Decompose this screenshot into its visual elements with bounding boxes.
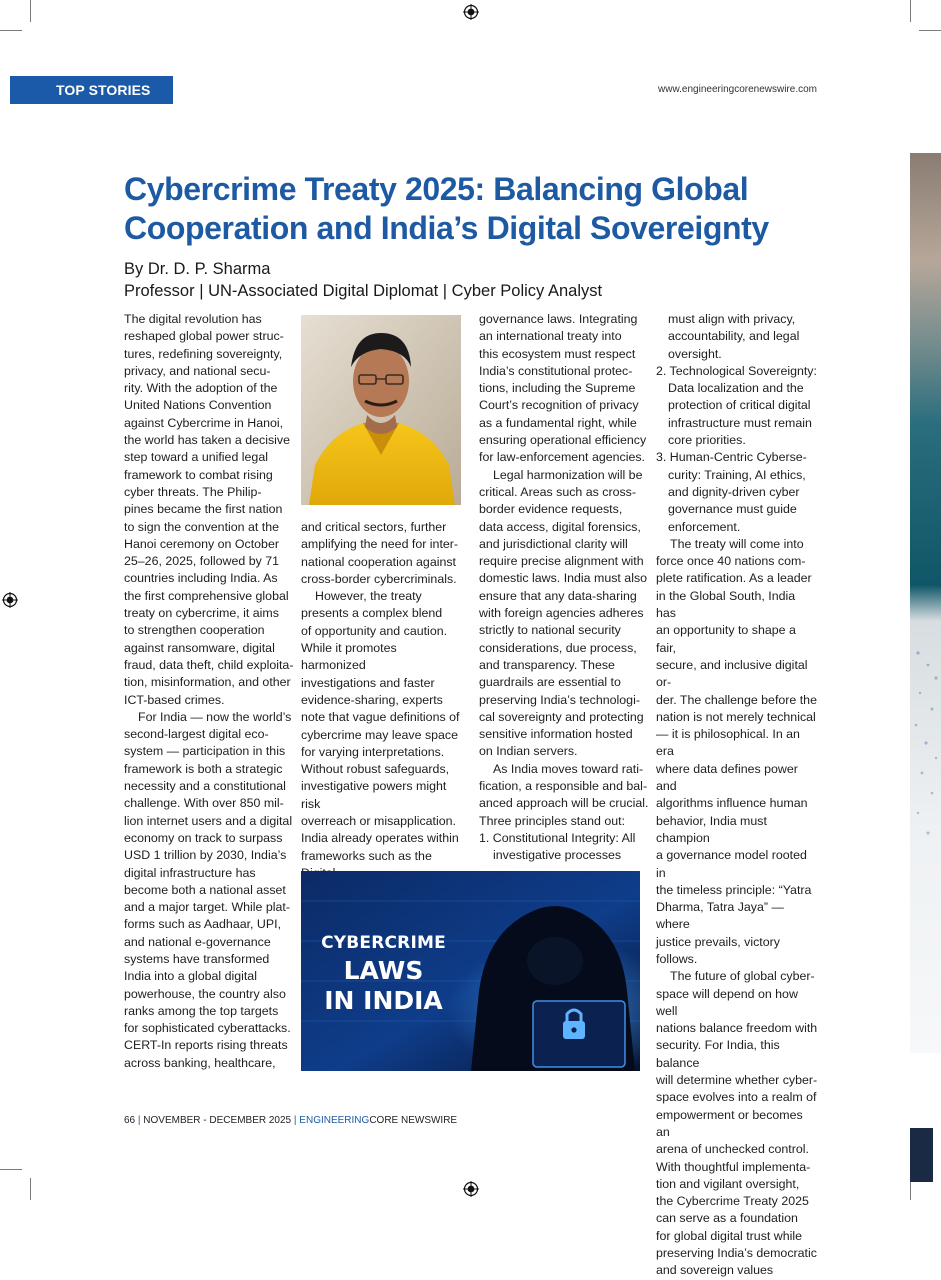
crop-mark: [0, 1169, 22, 1170]
text-line: step toward a unified legal: [124, 450, 268, 465]
page-footer: [124, 1115, 457, 1126]
text-line: algorithms influence human: [656, 796, 808, 811]
text-line: tures, redefining sovereignty,: [124, 346, 283, 361]
text-line: a governance model rooted in: [656, 848, 807, 880]
text-line: ensuring operational efficiency: [479, 433, 647, 448]
text-line: national cooperation against: [301, 554, 456, 569]
text-line: fraud, data theft, child exploita-: [124, 657, 294, 672]
text-line: strictly to national security: [479, 623, 621, 638]
footer-separator: |: [293, 1115, 297, 1126]
registration-mark-icon: [463, 1181, 479, 1197]
text-line: curity: Training, AI ethics,: [668, 467, 806, 482]
text-line: where data defines power and: [656, 761, 798, 794]
text-line: As India moves toward rati-: [493, 761, 644, 776]
text-line: — it is philosophical. In an era: [656, 727, 800, 759]
text-line: border evidence requests,: [479, 502, 623, 517]
article-column-4: [656, 311, 818, 1280]
text-line: Legal harmonization will be: [493, 467, 643, 482]
text-line: cal sovereignty and protecting: [479, 709, 644, 724]
text-line: reshaped global power struc-: [124, 329, 284, 344]
text-line: rity. With the adoption of the: [124, 381, 278, 396]
text-line: become both a national asset: [124, 882, 286, 897]
text-line: guardrails are essential to: [479, 675, 621, 690]
text-line: and a major target. While plat-: [124, 900, 290, 915]
text-line: arena of unchecked control.: [656, 1142, 809, 1157]
text-line: CERT-In reports rising threats: [124, 1038, 288, 1053]
footer-separator: |: [137, 1115, 141, 1126]
text-line: The treaty will come into: [670, 536, 804, 551]
text-line: oversight.: [668, 346, 722, 361]
text-line: and jurisdictional clarity will: [479, 536, 628, 551]
registration-mark-icon: [463, 4, 479, 20]
text-line: With thoughtful implementa-: [656, 1159, 811, 1174]
text-line: accountability, and legal: [668, 329, 800, 344]
article-column-3: [479, 311, 649, 865]
text-line: empowerment or becomes an: [656, 1107, 803, 1139]
text-line: India into a global digital: [124, 969, 257, 984]
text-line: 2. Technological Sovereignty:: [656, 363, 817, 378]
text-line: While it promotes harmonized: [301, 641, 397, 673]
text-line: space will depend on how well: [656, 986, 798, 1018]
text-line: preserving India’s democratic: [656, 1246, 817, 1261]
text-line: framework is both a strategic: [124, 761, 283, 776]
crop-mark: [919, 30, 941, 31]
text-line: Without robust safeguards,: [301, 762, 450, 777]
text-line: der. The challenge before the: [656, 692, 817, 707]
text-line: governance laws. Integrating: [479, 312, 638, 326]
text-line: critical. Areas such as cross-: [479, 484, 636, 499]
text-line: the first comprehensive global: [124, 588, 289, 603]
text-line: as a fundamental right, while: [479, 415, 637, 430]
author-name: By Dr. D. P. Sharma: [124, 260, 271, 278]
text-line: 1. Constitutional Integrity: All: [479, 830, 636, 845]
text-line: ranks among the top targets: [124, 1003, 279, 1018]
byline: [124, 258, 602, 302]
text-line: can serve as a foundation: [656, 1211, 798, 1226]
text-line: presents a complex blend: [301, 606, 443, 621]
text-line: space evolves into a realm of: [656, 1090, 817, 1105]
text-line: anced approach will be crucial.: [479, 796, 649, 811]
text-line: Hanoi ceremony on October: [124, 536, 279, 551]
text-line: However, the treaty: [315, 589, 422, 604]
text-line: Three principles stand out:: [479, 813, 626, 828]
text-line: USD 1 trillion by 2030, India’s: [124, 848, 287, 863]
text-line: digital infrastructure has: [124, 865, 256, 880]
text-line: and sovereign values: [656, 1263, 774, 1278]
text-line: against Cybercrime in Hanoi,: [124, 415, 284, 430]
text-line: considerations, due process,: [479, 640, 637, 655]
text-line: the world has taken a decisive: [124, 433, 290, 448]
text-line: and critical sectors, further: [301, 520, 447, 534]
text-line: the Cybercrime Treaty 2025: [656, 1194, 809, 1209]
text-line: behavior, India must champion: [656, 813, 767, 845]
text-line: tion, misinformation, and other: [124, 675, 291, 690]
text-line: of opportunity and caution.: [301, 623, 448, 638]
text-line: plete ratification. As a leader: [656, 571, 812, 586]
text-line: for law-enforcement agencies.: [479, 450, 645, 465]
text-line: in the Global South, India has: [656, 588, 796, 621]
text-line: infrastructure must remain: [668, 415, 812, 430]
crop-mark: [30, 1178, 31, 1200]
website-url: www.engineeringcorenewswire.com: [658, 84, 817, 95]
text-line: For India — now the world’s: [138, 709, 292, 724]
text-line: ICT-based crimes.: [124, 692, 225, 707]
text-line: The future of global cyber-: [670, 969, 815, 984]
banner-line: IN INDIA: [324, 986, 443, 1015]
text-line: amplifying the need for inter-: [301, 537, 459, 552]
text-line: an opportunity to shape a fair,: [656, 623, 796, 655]
text-line: framework to combat rising: [124, 467, 273, 482]
text-line: the timeless principle: “Yatra: [656, 882, 812, 897]
text-line: sensitive information hosted: [479, 727, 633, 742]
issue-date: NOVEMBER - DECEMBER 2025: [143, 1115, 292, 1126]
text-line: an international treaty into: [479, 329, 622, 344]
text-line: evidence-sharing, experts: [301, 692, 443, 707]
text-line: 3. Human-Centric Cyberse-: [656, 450, 807, 465]
text-line: data access, digital forensics,: [479, 519, 641, 534]
crop-mark: [910, 0, 911, 22]
text-line: and national e-governance: [124, 934, 271, 949]
title-line: Cybercrime Treaty 2025: Balancing Global: [124, 171, 749, 207]
text-line: core priorities.: [668, 433, 746, 448]
page-number: 66: [124, 1115, 136, 1126]
publication-name-part: CORE NEWSWIRE: [369, 1115, 458, 1126]
cybercrime-banner-image: [301, 871, 640, 1071]
text-line: nation is not merely technical: [656, 709, 816, 724]
text-line: preserving India’s technologi-: [479, 692, 640, 707]
text-line: to strengthen cooperation: [124, 623, 265, 638]
text-line: powerhouse, the country also: [124, 986, 286, 1001]
text-line: investigations and faster: [301, 675, 435, 690]
text-line: for global digital trust while: [656, 1228, 803, 1243]
text-line: for sophisticated cyberattacks.: [124, 1021, 291, 1036]
text-line: with foreign agencies adheres: [479, 606, 644, 621]
text-line: cross-border cybercriminals.: [301, 571, 457, 586]
text-line: Court’s recognition of privacy: [479, 398, 639, 413]
text-line: India already operates within: [301, 831, 459, 846]
text-line: against ransomware, digital: [124, 640, 275, 655]
author-roles: Professor | UN-Associated Digital Diplomat | Cyber Policy Analyst: [124, 282, 603, 300]
author-photo: [301, 315, 461, 505]
text-line: nations balance freedom with: [656, 1021, 818, 1036]
text-line: note that vague definitions of: [301, 710, 460, 725]
edge-image-strip: [910, 153, 941, 1053]
text-line: forms such as Aadhaar, UPI,: [124, 917, 282, 932]
text-line: challenge. With over 850 mil-: [124, 796, 284, 811]
text-line: The digital revolution has: [124, 312, 262, 326]
text-line: must align with privacy,: [668, 312, 796, 326]
text-line: Dharma, Tatra Jaya” — where: [656, 900, 784, 932]
text-line: this ecosystem must respect: [479, 346, 636, 361]
text-line: United Nations Convention: [124, 398, 272, 413]
text-line: overreach or misapplication.: [301, 814, 456, 829]
text-line: 25–26, 2025, followed by 71: [124, 554, 280, 569]
text-line: investigative processes: [493, 848, 622, 863]
text-line: protection of critical digital: [668, 398, 811, 413]
crop-mark: [0, 30, 22, 31]
text-line: require precise alignment with: [479, 554, 644, 569]
text-line: India’s constitutional protec-: [479, 363, 633, 378]
text-line: and dignity-driven cyber: [668, 484, 800, 499]
text-line: will determine whether cyber-: [656, 1073, 818, 1088]
publication-name: [299, 1115, 457, 1126]
banner-line: LAWS: [343, 956, 424, 985]
text-line: enforcement.: [668, 519, 741, 534]
text-line: cyber threats. The Philip-: [124, 484, 262, 499]
text-line: to sign the convention at the: [124, 519, 279, 534]
article-column-2: [301, 519, 463, 917]
crop-mark: [30, 0, 31, 22]
text-line: treaty on cybercrime, it aims: [124, 606, 279, 621]
text-line: governance must guide: [668, 502, 797, 517]
text-line: on Indian servers.: [479, 744, 578, 759]
text-line: system — participation in this: [124, 744, 286, 759]
text-line: countries including India. As: [124, 571, 278, 586]
text-line: across banking, healthcare,: [124, 1055, 276, 1070]
text-line: systems have transformed: [124, 951, 270, 966]
banner-line: CYBERCRIME: [321, 933, 446, 953]
text-line: lion internet users and a digital: [124, 813, 293, 828]
text-line: fication, a responsible and bal-: [479, 779, 648, 794]
text-line: necessity and a constitutional: [124, 779, 286, 794]
text-line: for varying interpretations.: [301, 744, 445, 759]
text-line: frameworks such as the: [301, 848, 432, 863]
text-line: economy on track to surpass: [124, 830, 283, 845]
text-line: tions, including the Supreme: [479, 381, 636, 396]
text-line: cybercrime may leave space: [301, 727, 459, 742]
text-line: investigative powers might risk: [301, 779, 447, 811]
text-line: force once 40 nations com-: [656, 554, 806, 569]
registration-mark-icon: [2, 592, 18, 608]
text-line: ensure that any data-sharing: [479, 588, 637, 603]
article-column-1: [124, 311, 294, 1072]
text-line: secure, and inclusive digital or-: [656, 657, 808, 690]
publication-name-part: ENGINEERING: [299, 1115, 370, 1126]
text-line: second-largest digital eco-: [124, 727, 269, 742]
text-line: privacy, and national secu-: [124, 363, 271, 378]
banner-text: [301, 935, 466, 1013]
text-line: security. For India, this balance: [656, 1038, 780, 1070]
text-line: justice prevails, victory follows.: [656, 934, 780, 966]
text-line: domestic laws. India must also: [479, 571, 648, 586]
text-line: pines became the first nation: [124, 502, 283, 517]
text-line: Data localization and the: [668, 381, 804, 396]
section-tag: TOP STORIES: [10, 76, 173, 104]
text-line: tion and vigilant oversight,: [656, 1176, 800, 1191]
text-line: and transparency. These: [479, 657, 615, 672]
title-line: Cooperation and India’s Digital Sovereignty: [124, 210, 769, 246]
article-title: [124, 170, 824, 248]
edge-tab: [910, 1128, 933, 1182]
